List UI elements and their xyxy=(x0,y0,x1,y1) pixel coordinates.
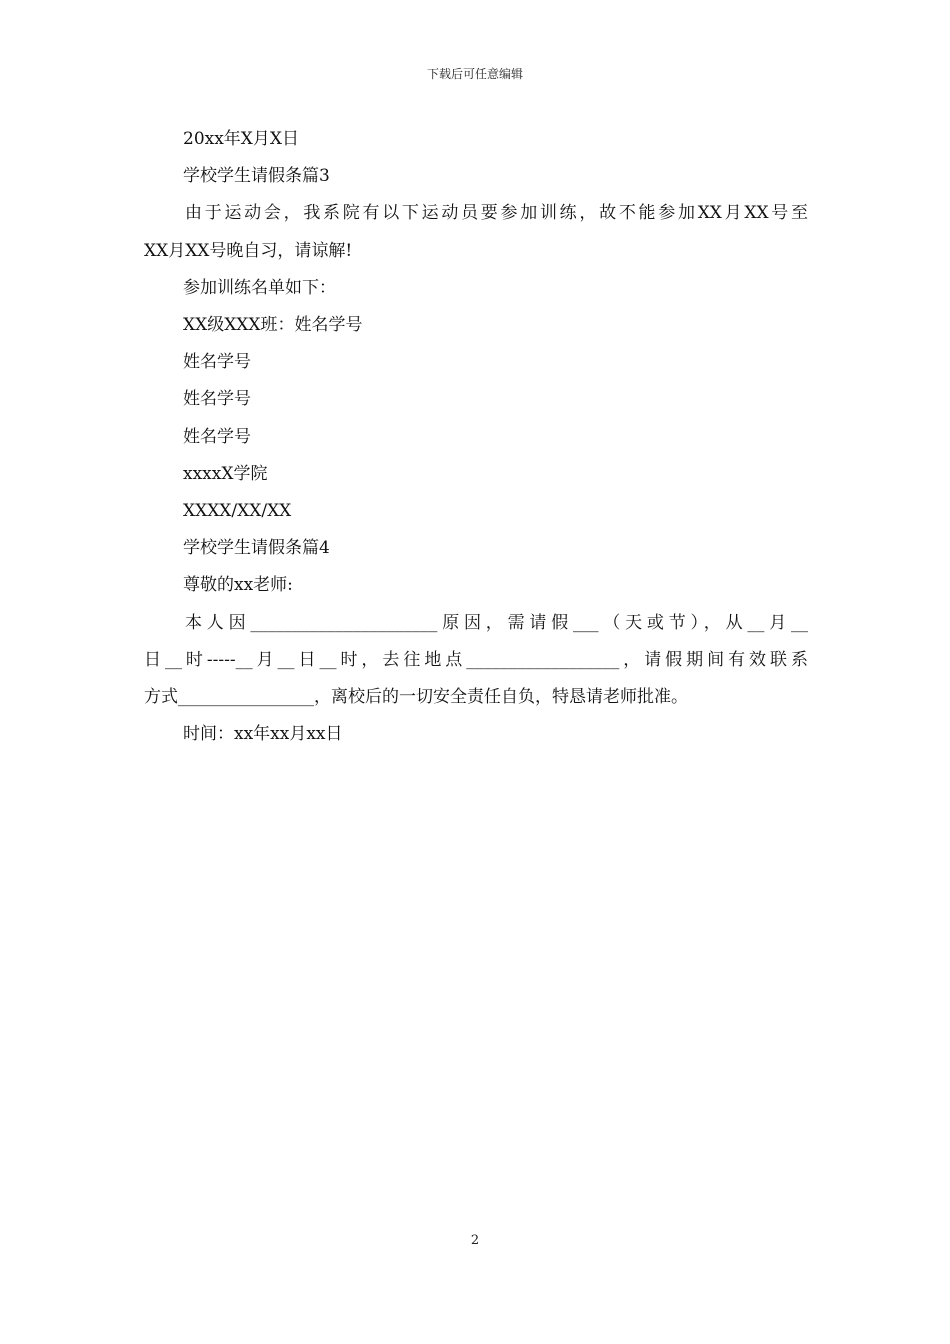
name-row: 姓名学号 xyxy=(183,426,251,447)
list-intro: 参加训练名单如下： xyxy=(183,277,336,298)
paragraph-1-line-2: XX月XX号晚自习，请谅解! xyxy=(144,240,353,261)
page-number: 2 xyxy=(470,1233,480,1248)
class-line: XX级XXX班：姓名学号 xyxy=(183,315,363,336)
time-line: 时间：xx年xx月xx日 xyxy=(183,724,343,745)
document-body xyxy=(144,121,808,753)
paragraph-2-line-1: 本人因______________________原因，需请假___（天或节），从__月__ xyxy=(185,612,808,633)
name-row: 姓名学号 xyxy=(183,352,251,373)
salutation: 尊敬的xx老师: xyxy=(183,575,293,596)
page-header: 下载后可任意编辑 xyxy=(426,67,523,81)
paragraph-1-line-1: 由于运动会，我系院有以下运动员要参加训练，故不能参加XX月XX号至 xyxy=(185,203,808,224)
date-line: 20xx年X月X日 xyxy=(183,129,300,149)
name-row: 姓名学号 xyxy=(183,389,251,410)
paragraph-2-line-2: 日__时-----__月__日__时，去往地点__________________，请假期间有效联系 xyxy=(144,649,808,670)
section-title-3: 学校学生请假条篇3 xyxy=(183,166,330,187)
signature-date: XXXX/XX/XX xyxy=(183,501,292,522)
college-signature: xxxxX学院 xyxy=(183,463,268,484)
paragraph-2-line-3: 方式________________，离校后的一切安全责任自负，特恳请老师批准。 xyxy=(144,687,688,708)
section-title-4: 学校学生请假条篇4 xyxy=(183,538,330,559)
